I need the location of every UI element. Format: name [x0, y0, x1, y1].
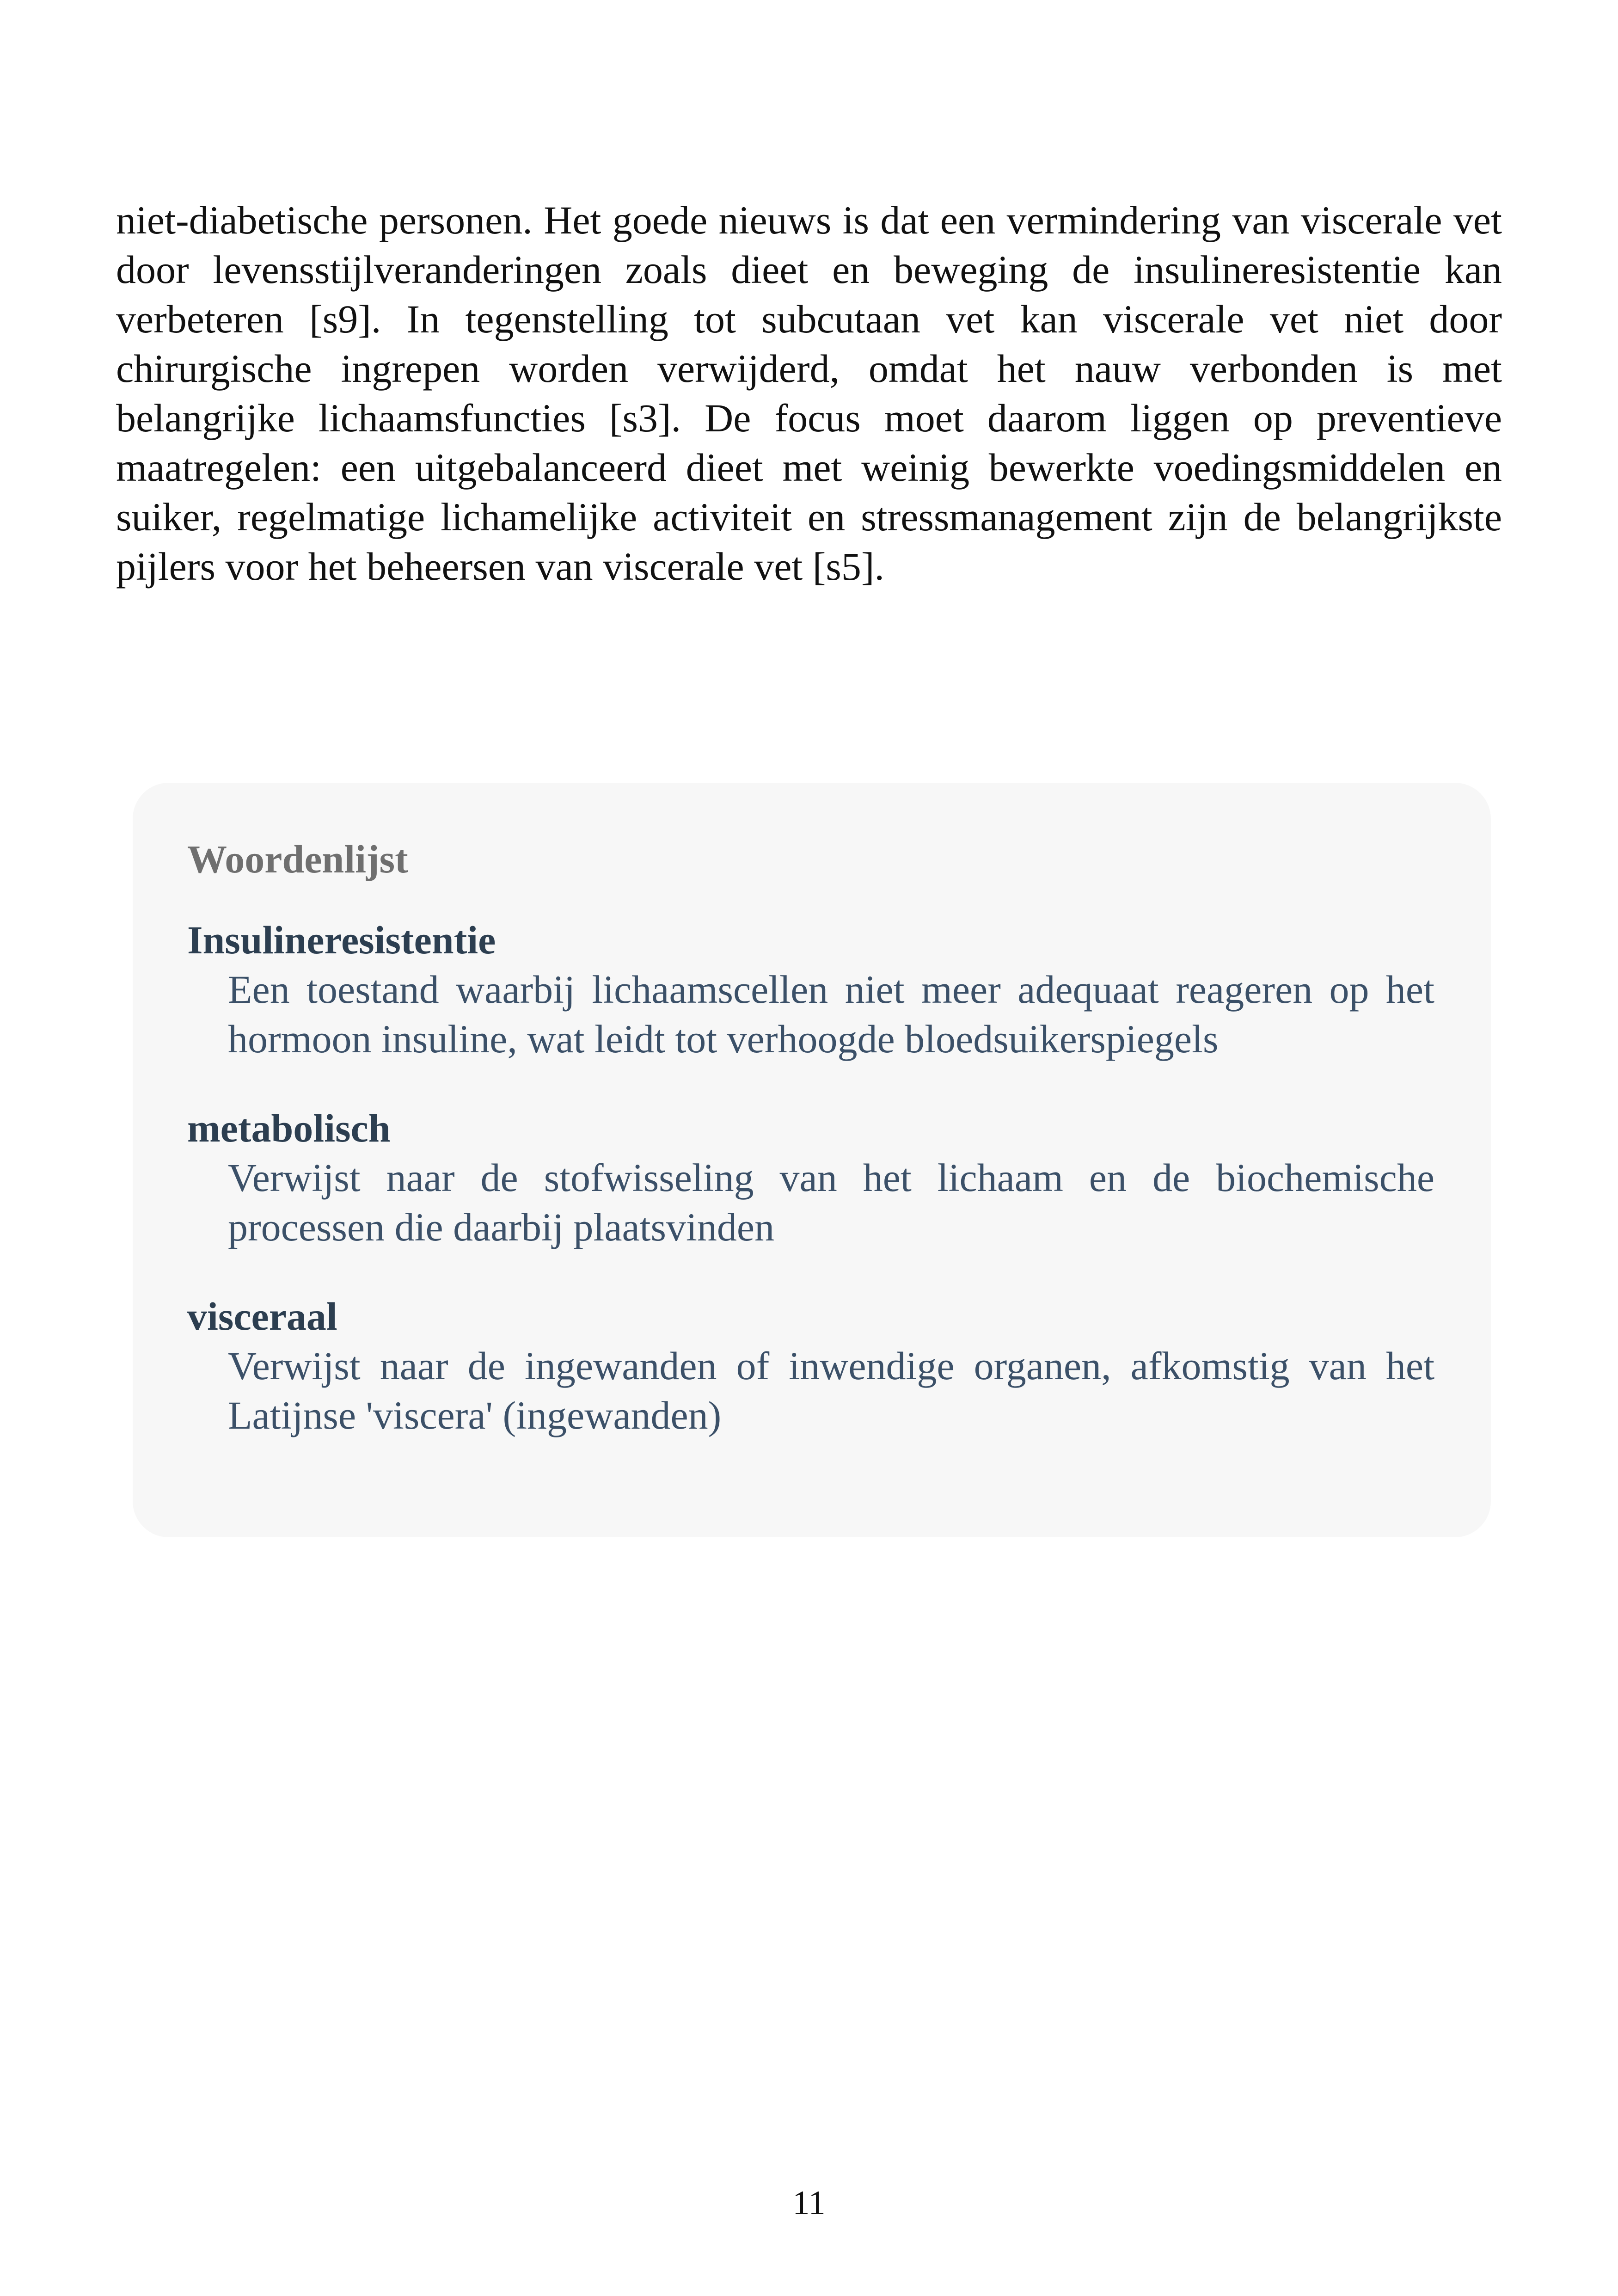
glossary-definition: Verwijst naar de stofwisseling van het lichaam en de biochemische processen die daarbij plaatsvinden: [228, 1155, 1434, 1249]
glossary-definition: Een toestand waarbij lichaamscellen niet meer adequaat reageren op het hormoon insuline, wat leidt tot verhoogde bloedsuikerspiegels: [228, 967, 1434, 1061]
glossary-list: [187, 915, 1491, 1440]
page-number: 11: [792, 2184, 826, 2222]
glossary-term: metabolisch: [187, 1106, 391, 1150]
body-paragraph: niet-diabetische personen. Het goede nieuws is dat een vermindering van viscerale vet door levensstijlveranderingen zoals dieet en beweging de insulineresistentie kan verbeteren [s9]. In tegenstelling tot subcutaan vet kan viscerale vet niet door chirurgische ingrepen worden verwijderd, omdat het nauw verbonden is met belangrijke lichaamsfuncties [s3]. De focus moet daarom liggen op preventieve maatregelen: een uitgebalanceerd dieet met weinig bewerkte voedingsmiddelen en suiker, regelmatige lichamelijke activiteit en stressmanagement zijn de belangrijkste pijlers voor het beheersen van viscerale vet [s5].: [116, 198, 1502, 589]
glossary-title: Woordenlijst: [187, 837, 408, 881]
glossary-entry: [187, 1104, 1491, 1252]
glossary-box: [133, 783, 1491, 1537]
glossary-entry: [187, 915, 1491, 1064]
glossary-entry: [187, 1292, 1491, 1440]
glossary-definition: Verwijst naar de ingewanden of inwendige organen, afkomstig van het Latijnse 'viscera' (ingewanden): [228, 1344, 1434, 1437]
glossary-term: Insulineresistentie: [187, 918, 496, 962]
glossary-term: visceraal: [187, 1294, 337, 1338]
